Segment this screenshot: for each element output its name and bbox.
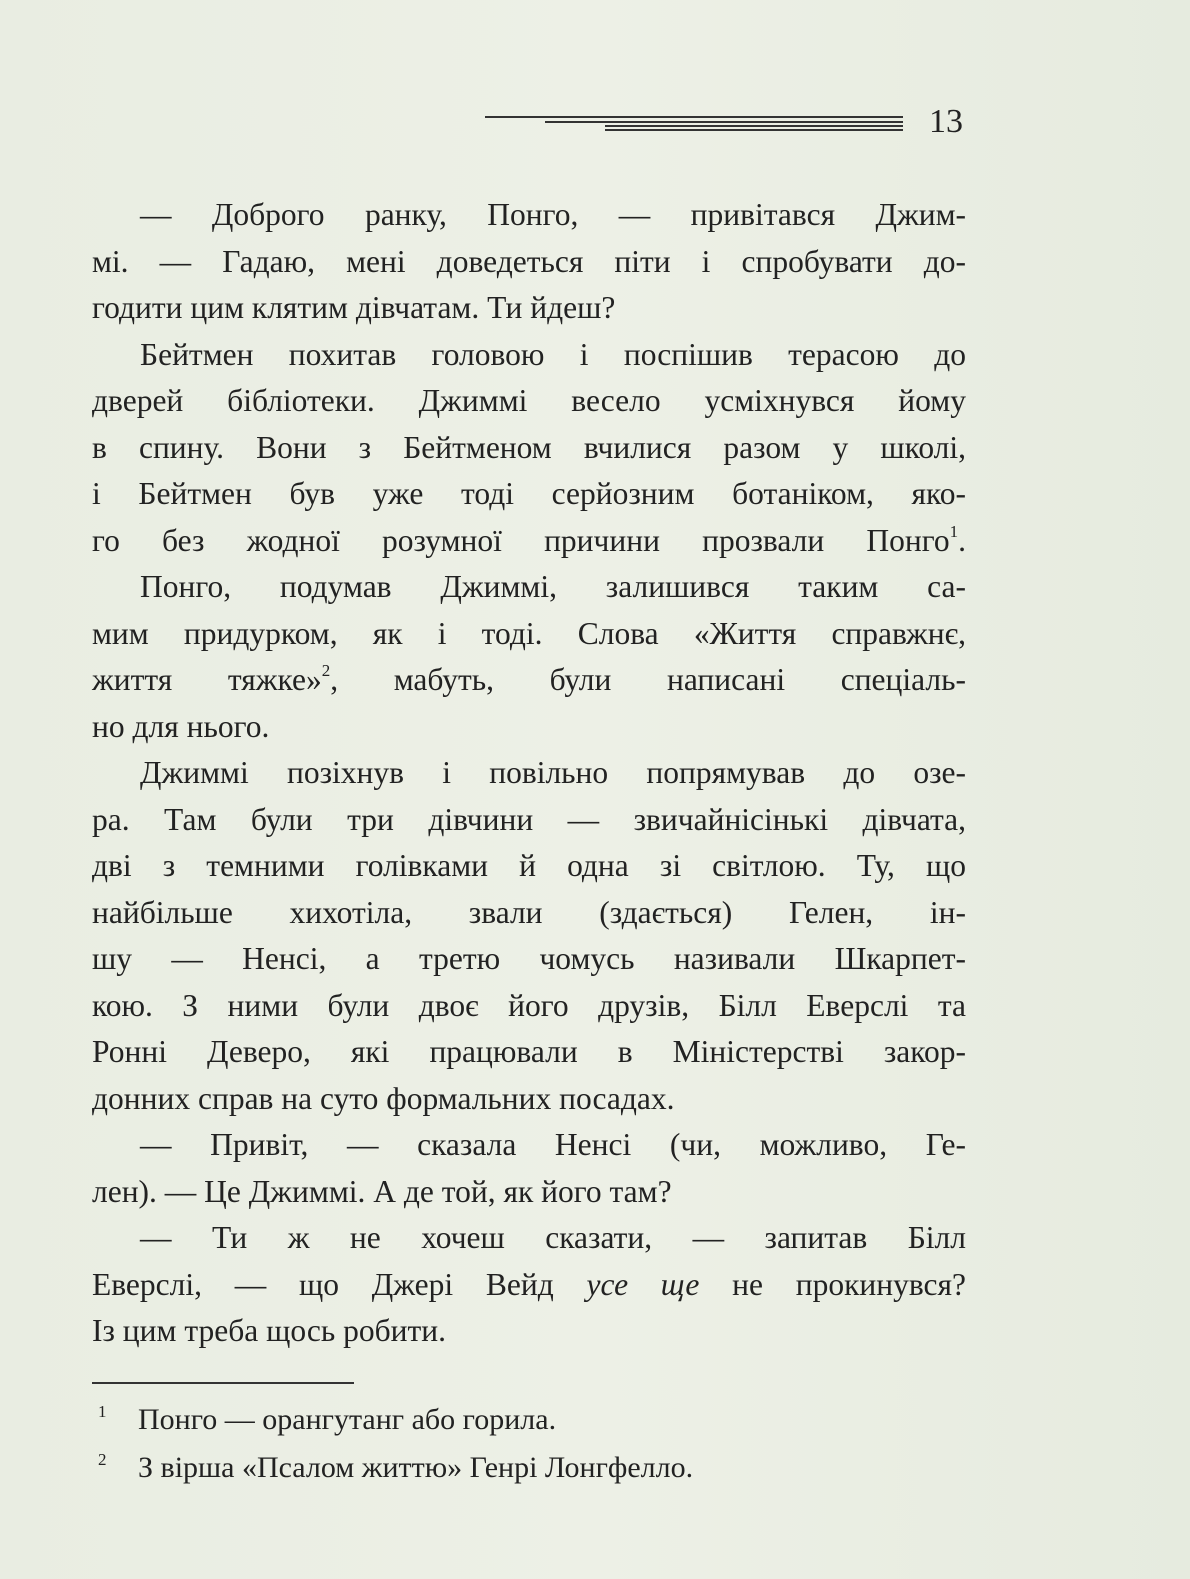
footnote-ref[interactable]: 1 (949, 521, 959, 541)
paragraph (92, 1215, 966, 1355)
footnote-text: З вірша «Псалом життю» Генрі Лонгфелло. (138, 1451, 694, 1484)
paragraph (92, 564, 966, 750)
paragraph (92, 1122, 966, 1215)
text-line: — Привіт, — сказала Ненсі (чи, можливо, Ге- (140, 1127, 966, 1162)
text-fragment: го без жодної розумної причини прозвали Понго (92, 522, 950, 558)
text-line (92, 1262, 966, 1309)
text-line: шу — Ненсі, а третю чомусь називали Шкарпет- (92, 941, 966, 976)
footnote-text: Понго — орангутанг або горила. (138, 1403, 557, 1436)
text-line: Ронні Деверо, які працювали в Міністерстві закор- (92, 1034, 966, 1069)
text-line (92, 657, 966, 704)
text-line: найбільше хихотіла, звали (здається) Гелен, ін- (92, 894, 966, 930)
text-fragment: не прокинувся? (699, 1266, 966, 1302)
page-number: 13 (929, 103, 963, 140)
footnote-item (92, 1398, 972, 1446)
text-line: Із цим треба щось робити. (92, 1313, 446, 1348)
text-fragment: Еверслі, — що Джері Вейд (92, 1266, 587, 1302)
text-line: но для нього. (92, 708, 270, 744)
text-line: і Бейтмен був уже тоді серйозним ботаніком, яко- (92, 476, 966, 511)
text-line: — Доброго ранку, Понго, — привітався Джим- (140, 197, 966, 232)
text-line: дві з темними голівками й одна зі світлою. Ту, що (92, 848, 966, 883)
paragraph (92, 332, 966, 565)
footnote-item (92, 1446, 972, 1494)
header-rule (485, 114, 903, 132)
text-line: донних справ на суто формальних посадах. (92, 1080, 675, 1116)
text-fragment: , мабуть, були написані спеціаль- (330, 662, 966, 697)
text-line: Джиммі позіхнув і повільно попрямував до озе- (140, 755, 966, 790)
footnotes (92, 1398, 972, 1494)
footnote-ref[interactable]: 2 (321, 661, 331, 680)
text-line: годити цим клятим дівчатам. Ти йдеш? (92, 290, 616, 325)
text-line: ра. Там були три дівчини — звичайнісінькі дівчата, (92, 801, 966, 837)
paragraph (92, 192, 966, 332)
footnote-divider (92, 1382, 354, 1384)
footnote-mark: 1 (98, 1402, 107, 1421)
running-header (485, 100, 975, 150)
text-line (92, 518, 966, 565)
text-line: мим придурком, як і тоді. Слова «Життя справжнє, (92, 615, 966, 651)
text-line: мі. — Гадаю, мені доведеться піти і спробувати до- (92, 243, 966, 279)
text-line: Бейтмен похитав головою і поспішив терасою до (140, 336, 966, 372)
text-line: Понго, подумав Джиммі, залишився таким са- (140, 569, 966, 604)
footnote-mark: 2 (98, 1450, 107, 1469)
italic-text: усе ще (586, 1266, 700, 1302)
text-fragment: життя тяжке» (92, 662, 322, 697)
paragraph (92, 750, 966, 1122)
text-line: в спину. Вони з Бейтменом вчилися разом у школі, (92, 429, 966, 465)
text-fragment: . (958, 522, 966, 558)
body-text (92, 192, 966, 1355)
text-line: — Ти ж не хочеш сказати, — запитав Білл (140, 1220, 966, 1255)
text-line: лен). — Це Джиммі. А де той, як його там? (92, 1173, 672, 1209)
text-line: дверей бібліотеки. Джиммі весело усміхнувся йому (92, 383, 966, 418)
text-line: кою. З ними були двоє його друзів, Білл Еверслі та (92, 987, 966, 1023)
